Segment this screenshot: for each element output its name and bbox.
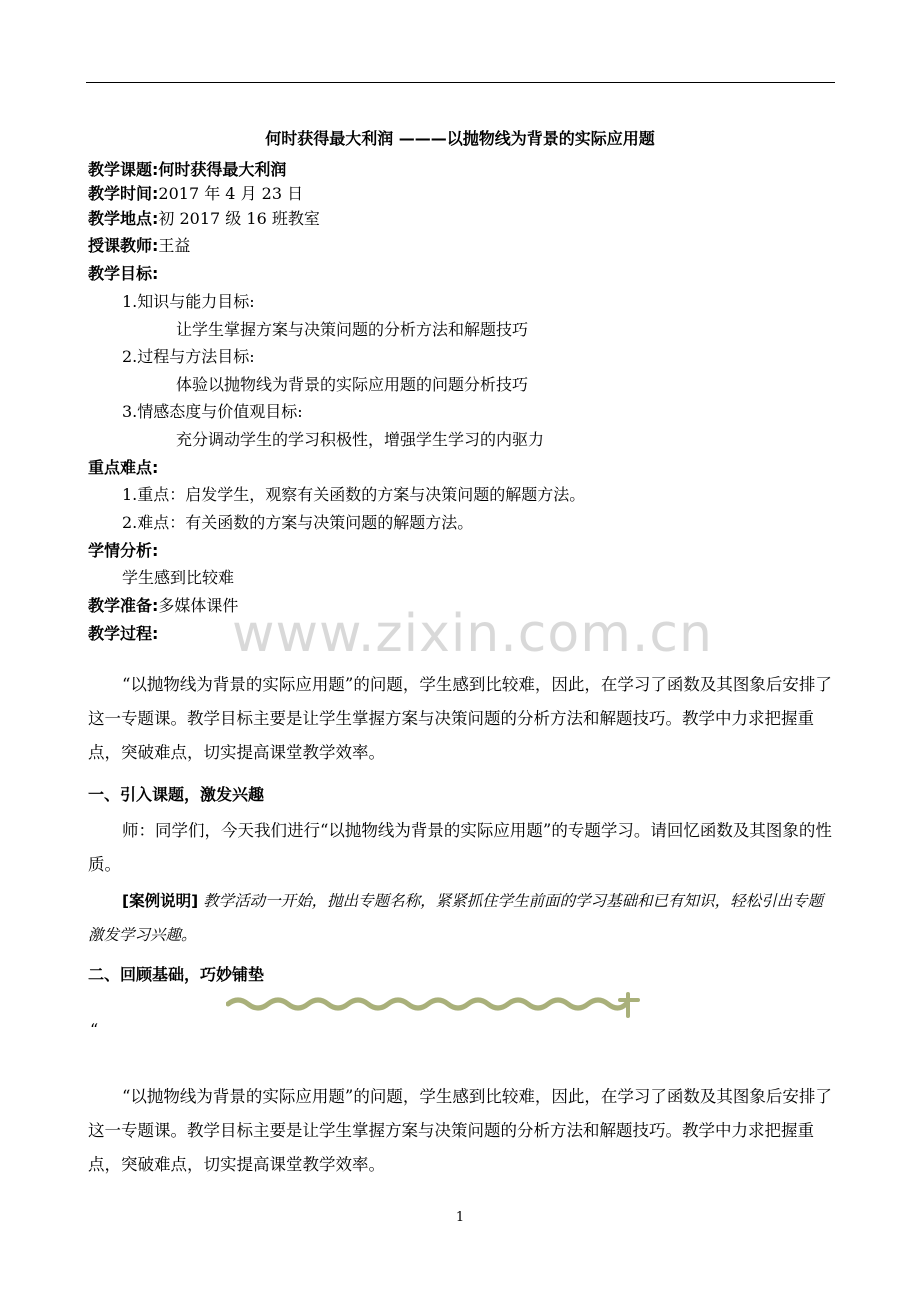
case-note-tag: [案例说明] — [122, 892, 199, 910]
preparation-label: 教学准备: — [88, 596, 159, 615]
goal-1-title: 1.知识与能力目标: — [122, 292, 255, 311]
watermark: www.zixin.com.cn — [232, 604, 713, 664]
decorative-squiggle — [226, 992, 646, 1018]
section-1-heading: 一、引入课题，激发兴趣 — [88, 785, 265, 804]
goal-1-detail: 让学生掌握方案与决策问题的分析方法和解题技巧 — [176, 320, 529, 339]
repeat-paragraph: “以抛物线为背景的实际应用题”的问题，学生感到比较难，因此，在学习了函数及其图象后安排了这一专题课。教学目标主要是让学生掌握方案与决策问题的分析方法和解题技巧。教学中力求把握重点，突破难点，切实提高课堂教学效率。 — [88, 1087, 832, 1174]
time-row — [88, 184, 303, 204]
section-1-paragraph: 师：同学们，今天我们进行“以抛物线为背景的实际应用题”的专题学习。请回忆函数及其图象的性质。 — [88, 821, 832, 874]
topic-row — [88, 160, 286, 180]
analysis-heading: 学情分析: — [88, 541, 159, 560]
squiggle-line — [228, 1000, 626, 1008]
analysis-text: 学生感到比较难 — [122, 568, 235, 587]
place-label: 教学地点: — [88, 209, 159, 228]
header-rule — [86, 82, 835, 83]
preparation-value: 多媒体课件 — [158, 596, 239, 615]
quote-mark: “ — [90, 1020, 99, 1039]
teacher-label: 授课教师: — [88, 236, 159, 255]
key-point-1: 1.重点：启发学生，观察有关函数的方案与决策问题的解题方法。 — [122, 485, 586, 504]
goal-3-title: 3.情感态度与价值观目标: — [122, 402, 303, 421]
topic-label: 教学课题: — [88, 160, 159, 179]
key-points-heading: 重点难点: — [88, 458, 159, 477]
goal-2-detail: 体验以抛物线为背景的实际应用题的问题分析技巧 — [176, 375, 529, 394]
goals-heading: 教学目标: — [88, 264, 159, 283]
case-note-text: 教学活动一开始，抛出专题名称，紧紧抓住学生前面的学习基础和已有知识，轻松引出专题激发学习兴趣。 — [88, 892, 824, 944]
time-label: 教学时间: — [88, 184, 159, 203]
teacher-row — [88, 236, 190, 256]
goal-2-title: 2.过程与方法目标: — [122, 347, 255, 366]
place-value: 初 2017 级 16 班教室 — [158, 209, 320, 228]
case-note — [88, 884, 834, 952]
page-title: 何时获得最大利润 ———以抛物线为背景的实际应用题 — [265, 129, 655, 148]
preparation-row — [88, 596, 238, 616]
intro-paragraph: “以抛物线为背景的实际应用题”的问题，学生感到比较难，因此，在学习了函数及其图象后安排了这一专题课。教学目标主要是让学生掌握方案与决策问题的分析方法和解题技巧。教学中力求把握重点，突破难点，切实提高课堂教学效率。 — [88, 675, 832, 762]
time-value: 2017 年 4 月 23 日 — [158, 184, 304, 203]
key-point-2: 2.难点：有关函数的方案与决策问题的解题方法。 — [122, 513, 474, 532]
place-row — [88, 209, 320, 229]
section-2-heading: 二、回顾基础，巧妙铺垫 — [88, 965, 265, 984]
page-number: 1 — [455, 1210, 465, 1225]
goal-3-detail: 充分调动学生的学习积极性，增强学生学习的内驱力 — [176, 430, 545, 449]
teacher-value: 王益 — [158, 236, 191, 255]
process-heading: 教学过程: — [88, 624, 159, 643]
topic-value: 何时获得最大利润 — [158, 160, 287, 179]
